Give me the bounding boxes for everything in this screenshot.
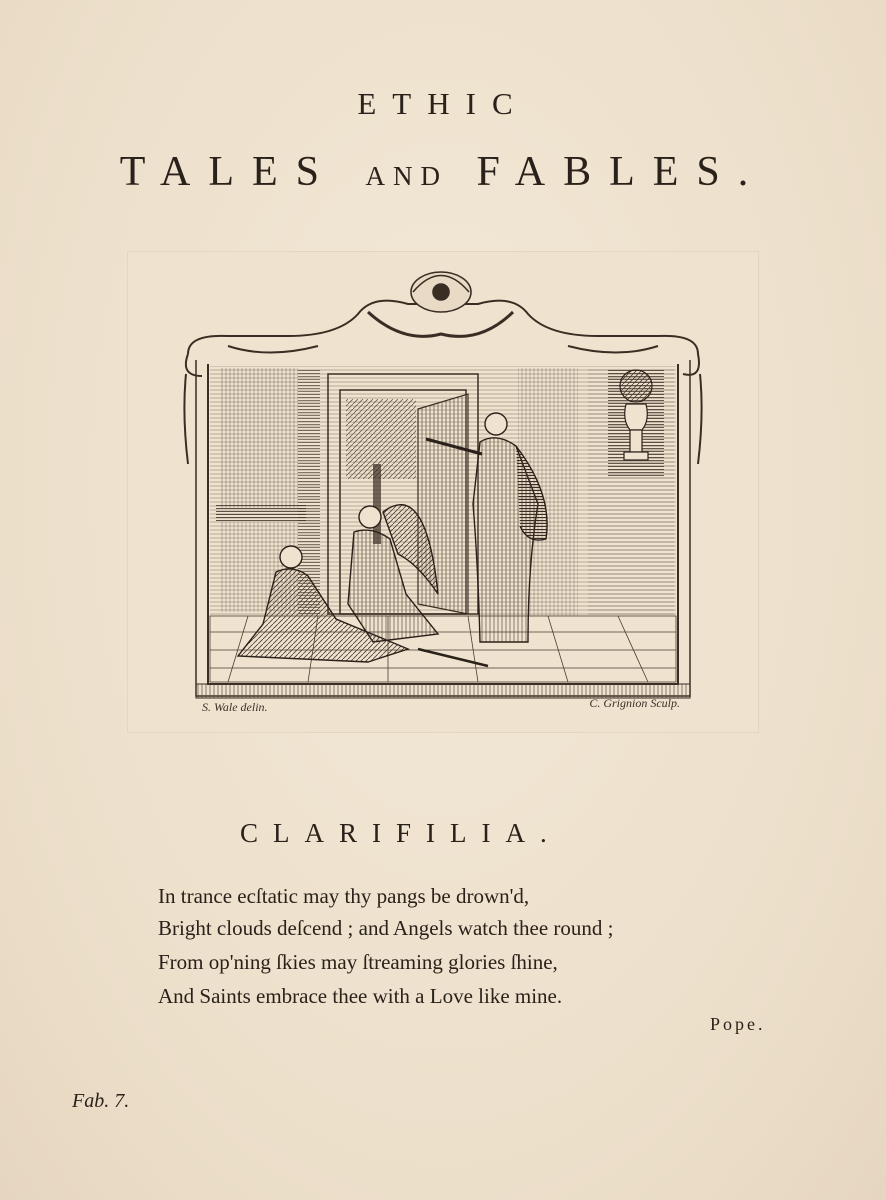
- poem-title: CLARIFILIA.: [240, 818, 562, 848]
- title-tales-and-fables: [0, 148, 886, 196]
- title-word-fables: FABLES.: [476, 149, 767, 195]
- engraver-credit: C. Grignion Sculp.: [589, 696, 680, 710]
- verse-line-3: From op'ning ſkies may ſtreaming glories ſhine,: [158, 950, 558, 974]
- title-ethic: ETHIC: [357, 86, 529, 121]
- fable-reference: Fab. 7.: [72, 1090, 130, 1112]
- verse-line-1: In trance ecſtatic may thy pangs be drown'd,: [158, 884, 530, 908]
- artist-credit: S. Wale delin.: [202, 700, 268, 714]
- rosette-ornament: [368, 272, 513, 336]
- verse-line-4: And Saints embrace thee with a Love like mine.: [158, 984, 563, 1008]
- verse-line-2: Bright clouds deſcend ; and Angels watch thee round ;: [158, 916, 614, 940]
- title-word-and: AND: [365, 161, 449, 191]
- title-word-tales: TALES: [119, 149, 338, 195]
- engraving-illustration: [168, 264, 718, 704]
- open-door-leaf: [418, 394, 468, 614]
- engraved-plate: [128, 252, 758, 732]
- poem-attribution: Pope.: [710, 1014, 766, 1034]
